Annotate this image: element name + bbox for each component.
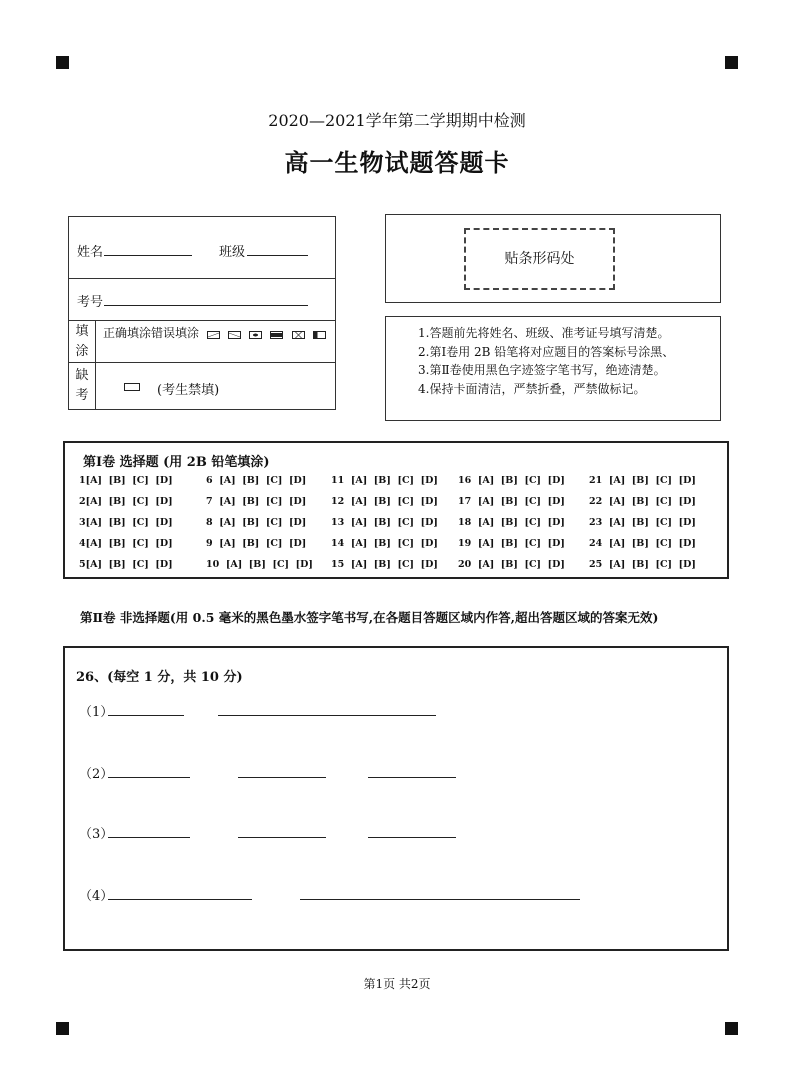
answer-blank[interactable]	[368, 837, 456, 838]
answer-options[interactable]: 15 [A] [B] [C] [D]	[331, 559, 438, 570]
instruction-line: 3.第Ⅱ卷使用黑色字迹签字笔书写，绝迹清楚。	[418, 363, 666, 377]
class-field[interactable]	[247, 241, 308, 256]
student-info-box	[68, 216, 336, 410]
part-2-label: （2）	[79, 767, 114, 782]
part-3-label: （3）	[79, 827, 114, 842]
answer-blank[interactable]	[108, 715, 184, 716]
answer-options[interactable]: 10 [A] [B] [C] [D]	[206, 559, 313, 570]
answer-blank[interactable]	[238, 777, 326, 778]
instruction-line: 1.答题前先将姓名、班级、准考证号填写清楚。	[418, 326, 670, 340]
answer-options[interactable]: 12 [A] [B] [C] [D]	[331, 496, 438, 507]
barcode-box	[385, 214, 721, 303]
answer-options[interactable]: 11 [A] [B] [C] [D]	[331, 475, 438, 486]
answer-options[interactable]: 20 [A] [B] [C] [D]	[458, 559, 565, 570]
answer-options[interactable]: 22 [A] [B] [C] [D]	[589, 496, 696, 507]
answer-options[interactable]: 8 [A] [B] [C] [D]	[206, 517, 307, 528]
answer-options[interactable]: 3[A] [B] [C] [D]	[79, 517, 173, 528]
id-label: 考号	[77, 295, 104, 310]
part-4-label: （4）	[79, 889, 114, 904]
instruction-line: 2.第Ⅰ卷用 2B 铅笔将对应题目的答案标号涂黑、	[418, 344, 675, 359]
answer-options[interactable]: 13 [A] [B] [C] [D]	[331, 517, 438, 528]
answer-options[interactable]: 19 [A] [B] [C] [D]	[458, 538, 565, 549]
answer-blank[interactable]	[108, 899, 252, 900]
answer-blank[interactable]	[368, 777, 456, 778]
answer-blank[interactable]	[108, 777, 190, 778]
id-field[interactable]	[104, 291, 308, 306]
section1-title: 第Ⅰ卷 选择题 (用 2B 铅笔填涂)	[83, 455, 270, 470]
fill-label-2: 涂	[75, 344, 89, 359]
answer-options[interactable]: 1[A] [B] [C] [D]	[79, 475, 173, 486]
term-title: 2020—2021学年第二学期期中检测	[268, 111, 526, 130]
page-title: 高一生物试题答题卡	[284, 148, 510, 177]
registration-mark-top-right	[725, 56, 738, 69]
fill-label-1: 填	[75, 324, 89, 339]
answer-options[interactable]: 7 [A] [B] [C] [D]	[206, 496, 307, 507]
wrong-fill-half-icon	[313, 331, 326, 339]
fill-samples	[203, 327, 326, 342]
barcode-label: 贴条形码处	[464, 228, 615, 290]
answer-blank[interactable]	[300, 899, 580, 900]
answer-blank[interactable]	[238, 837, 326, 838]
page-footer: 第1页 共2页	[363, 977, 431, 991]
answer-options[interactable]: 21 [A] [B] [C] [D]	[589, 475, 696, 486]
absent-label-2: 考	[75, 388, 89, 403]
name-field[interactable]	[104, 241, 192, 256]
written-answer-section	[63, 646, 729, 951]
absent-row	[69, 363, 335, 410]
answer-options[interactable]: 9 [A] [B] [C] [D]	[206, 538, 307, 549]
wrong-fill-slash-icon	[207, 331, 220, 339]
wrong-fill-partial-icon	[270, 331, 283, 339]
answer-blank[interactable]	[108, 837, 190, 838]
answer-options[interactable]: 23 [A] [B] [C] [D]	[589, 517, 696, 528]
absent-note: (考生禁填)	[157, 383, 220, 398]
fill-example-row	[69, 321, 335, 363]
registration-mark-bottom-right	[725, 1022, 738, 1035]
wrong-fill-cross-icon	[292, 331, 305, 339]
answer-options[interactable]: 24 [A] [B] [C] [D]	[589, 538, 696, 549]
name-class-row	[69, 217, 335, 279]
instruction-line: 4.保持卡面清洁，严禁折叠，严禁做标记。	[418, 381, 646, 396]
wrong-fill-slash-icon	[228, 331, 241, 339]
answer-blank[interactable]	[218, 715, 436, 716]
answer-options[interactable]: 5[A] [B] [C] [D]	[79, 559, 173, 570]
answer-options[interactable]: 25 [A] [B] [C] [D]	[589, 559, 696, 570]
answer-options[interactable]: 18 [A] [B] [C] [D]	[458, 517, 565, 528]
section2-title: 第Ⅱ卷 非选择题(用 0.5 毫米的黑色墨水签字笔书写,在各题目答题区域内作答,超出答题区域的答案无效)	[80, 610, 659, 625]
answer-options[interactable]: 17 [A] [B] [C] [D]	[458, 496, 565, 507]
wrong-fill-dot-icon	[249, 331, 262, 339]
class-label: 班级	[219, 245, 246, 260]
part-1-label: （1）	[79, 705, 114, 720]
absent-checkbox[interactable]	[124, 383, 140, 391]
question-26-header: 26、(每空 1 分，共 10 分)	[76, 670, 243, 685]
registration-mark-top-left	[56, 56, 69, 69]
answer-options[interactable]: 16 [A] [B] [C] [D]	[458, 475, 565, 486]
fill-text: 正确填涂错误填涂	[103, 326, 200, 340]
answer-options[interactable]: 4[A] [B] [C] [D]	[79, 538, 173, 549]
answer-options[interactable]: 2[A] [B] [C] [D]	[79, 496, 173, 507]
absent-label-1: 缺	[75, 368, 89, 383]
registration-mark-bottom-left	[56, 1022, 69, 1035]
instructions-box	[385, 316, 721, 421]
multiple-choice-section	[63, 441, 729, 579]
answer-options[interactable]: 6 [A] [B] [C] [D]	[206, 475, 307, 486]
id-row	[69, 279, 335, 321]
name-label: 姓名	[77, 245, 104, 260]
answer-options[interactable]: 14 [A] [B] [C] [D]	[331, 538, 438, 549]
